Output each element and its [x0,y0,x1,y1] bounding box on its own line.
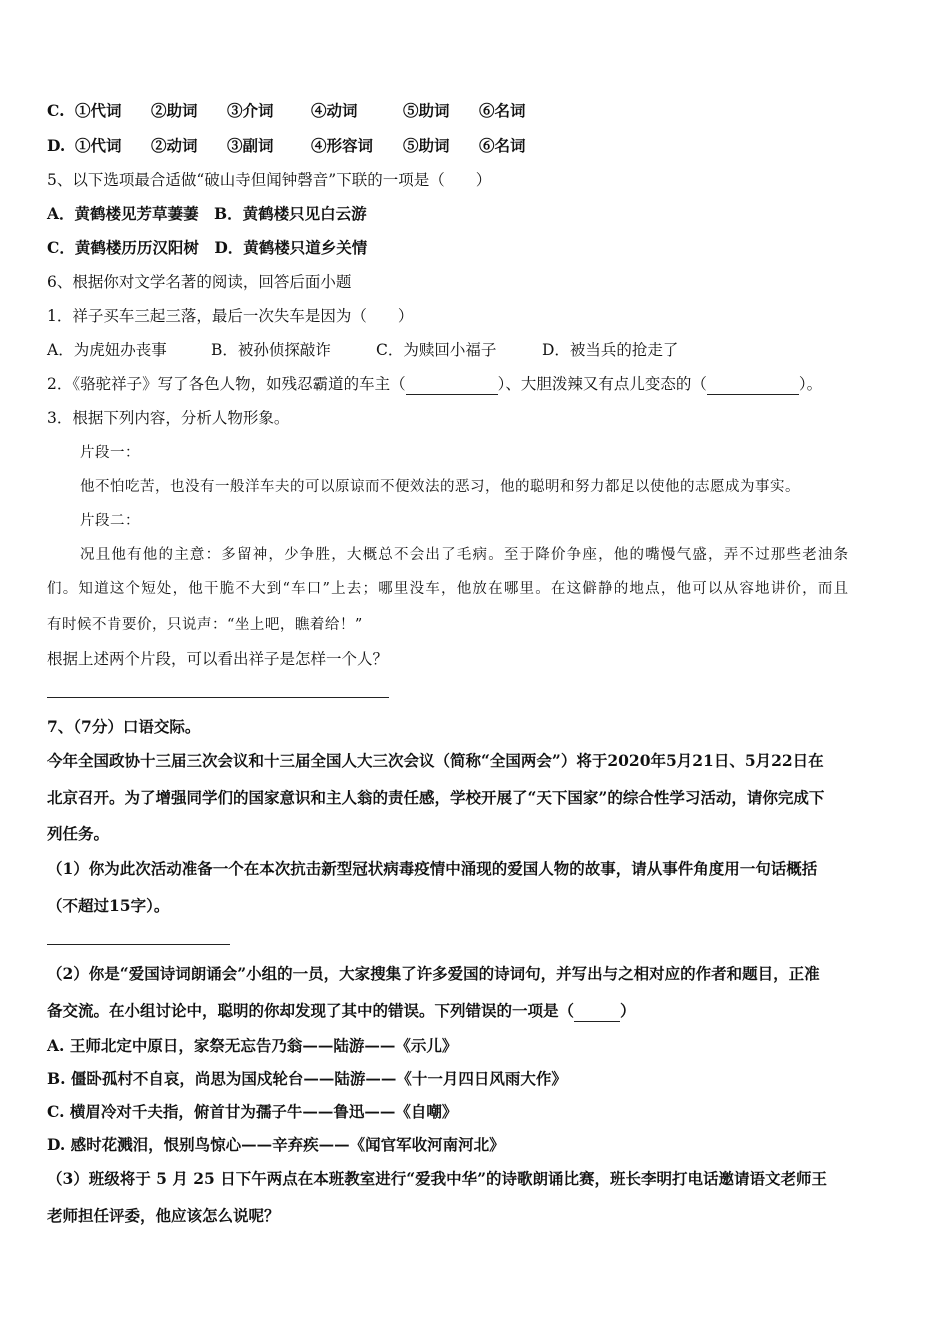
q6-sub2-text-a: 2．《骆驼祥子》写了各色人物，如残忍霸道的车主（ [47,375,406,393]
q4-d-item: ③副词 [227,136,274,155]
q6-option-b: B．被孙侦探敲诈 [211,341,331,359]
answer-blank[interactable] [406,378,498,395]
q6-sub1: 1．祥子买车三起三落，最后一次失车是因为（ ） [47,307,414,325]
q6-question: 根据上述两个片段，可以看出祥子是怎样一个人？ [47,650,389,668]
q4-c-item: ①代词 [75,101,122,120]
q7-part2-line: （2）你是“爱国诗词朗诵会”小组的一员，大家搜集了许多爱国的诗词句，并写出与之相对应的作者和题目，正准 [47,964,820,983]
fragment2-line: 有时候不肯要价，只说声：“坐上吧，瞧着给！” [47,617,363,633]
q7-part2-option-a: A. 王师北定中原日，家祭无忘告乃翁——陆游——《示儿》 [47,1036,458,1055]
fragment1-title: 片段一： [80,445,140,461]
q4-c-letter: C. [47,101,65,120]
q6-sub1-options [47,339,678,361]
q4-d-item: ④形容词 [311,136,374,155]
q6-option-a: A．为虎妞办丧事 [47,341,167,359]
q7-part2-option-b: B. 僵卧孤村不自哀，尚思为国戍轮台——陆游——《十一月四日风雨大作》 [47,1069,567,1088]
q4-c-item: ⑤助词 [403,101,450,120]
q7-intro-line: 北京召开。为了增强同学们的国家意识和主人翁的责任感，学校开展了“天下国家”的综合性学习活动，请你完成下 [47,788,825,807]
q6-sub2-text-b: ）、大胆泼辣又有点儿变态的（ [497,375,707,393]
q7-part2-line [47,1000,636,1022]
q6-sub2 [47,373,822,395]
fragment2-line: 况且他有他的主意：多留神，少争胜，大概总不会出了毛病。至于降价争座，他的嘴慢气盛，弄不过那些老油条 [80,547,850,563]
q4-c-item: ②助词 [151,101,198,120]
q5-options-cd: C．黄鹤楼历历汉阳树 D．黄鹤楼只道乡关情 [47,238,368,257]
q6-stem: 6、根据你对文学名著的阅读，回答后面小题 [47,273,352,291]
q4-d-item: ⑥名词 [479,136,526,155]
q7-intro-line: 今年全国政协十三届三次会议和十三届全国人大三次会议（简称“全国两会”）将于2020年5月21日、5月22日在 [47,751,824,770]
answer-blank[interactable] [707,378,799,395]
q4-c-item: ④动词 [311,101,358,120]
q5-options-ab: A．黄鹤楼见芳草萋萋 B．黄鹤楼只见白云游 [47,204,367,223]
q7-part2-text: 备交流。在小组讨论中，聪明的你却发现了其中的错误。下列错误的一项是（ [47,1001,575,1020]
q7-part2-option-d: D. 感时花溅泪，恨别鸟惊心——辛弃疾——《闻官军收河南河北》 [47,1135,505,1154]
q7-part1-line: （不超过15字）。 [47,896,170,915]
q7-stem: 7、（7分）口语交际。 [47,717,201,736]
q6-sub2-text-c: ）。 [798,375,823,393]
q7-part3-line: 老师担任评委，他应该怎么说呢？ [47,1206,280,1225]
q4-d-letter: D. [47,136,66,155]
q6-sub3: 3．根据下列内容，分析人物形象。 [47,409,290,427]
q4-c-item: ③介词 [227,101,274,120]
q4-d-item: ⑤助词 [403,136,450,155]
q4-option-d [47,135,526,157]
answer-line[interactable] [47,697,389,698]
fragment2-line: 们。知道这个短处，他干脆不大到“车口”上去；哪里没车，他放在哪里。在这僻静的地点，他可以从容地讲价，而且 [47,581,850,597]
q5-stem: 5、以下选项最合适做“破山寺但闻钟磬音”下联的一项是（ ） [47,171,492,189]
q7-part2-option-c: C. 横眉冷对千夫指，俯首甘为孺子牛——鲁迅——《自嘲》 [47,1102,458,1121]
q4-c-item: ⑥名词 [479,101,526,120]
q4-d-item: ②动词 [151,136,198,155]
q6-option-c: C．为赎回小福子 [376,341,497,359]
fragment2-title: 片段二： [80,513,140,529]
q6-option-d: D．被当兵的抢走了 [542,341,679,359]
q7-part3-line: （3）班级将于 5 月 25 日下午两点在本班教室进行“爱我中华”的诗歌朗诵比赛，班长李明打电话邀请语文老师王 [47,1169,828,1188]
answer-line[interactable] [47,944,230,945]
q7-part2-close: ） [620,1001,636,1020]
fragment1-text: 他不怕吃苦，也没有一般洋车夫的可以原谅而不便效法的恶习，他的聪明和努力都足以使他的志愿成为事实。 [80,479,800,495]
q7-intro-line: 列任务。 [47,824,110,843]
q4-d-item: ①代词 [75,136,122,155]
q4-option-c [47,100,526,122]
answer-blank[interactable] [574,1005,620,1022]
q7-part1-line: （1）你为此次活动准备一个在本次抗击新型冠状病毒疫情中涌现的爱国人物的故事，请从事件角度用一句话概括 [47,859,818,878]
